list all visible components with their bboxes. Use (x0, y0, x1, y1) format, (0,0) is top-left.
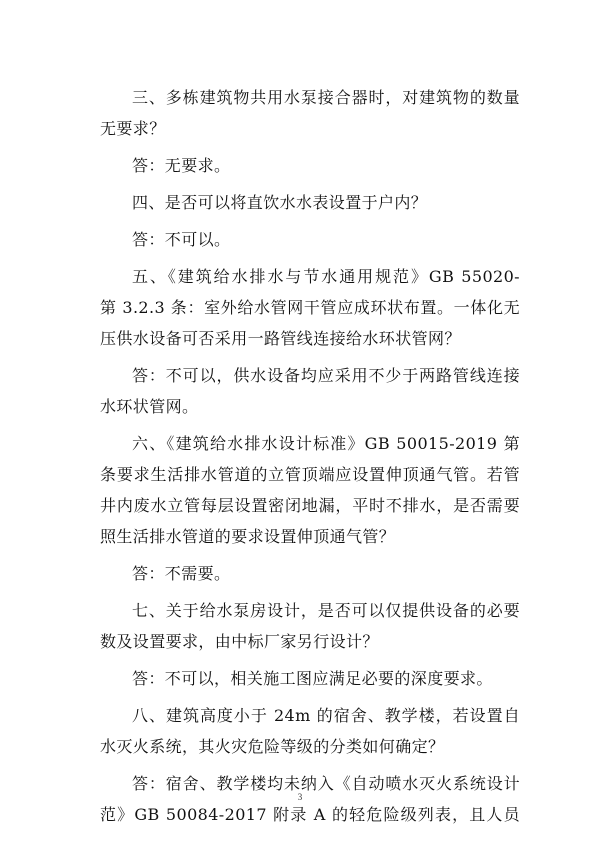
document-body (100, 82, 520, 830)
question-7-line-2: 数及设置要求，由中标厂家另行设计？ (100, 632, 379, 651)
question-5-line-2: 第 3.2.3 条：室外给水管网干管应成环状布置。一体化无 (100, 298, 520, 317)
question-3-line-1: 三、多栋建筑物共用水泵接合器时，对建筑物的数量 (132, 88, 520, 107)
question-3-line-2: 无要求？ (100, 119, 166, 138)
answer-5-line-2: 水环状管网。 (100, 397, 199, 416)
question-6-line-3: 井内废水立管每层设置密闭地漏，平时不排水，是否需要 (100, 496, 520, 515)
question-8-line-1: 八、建筑高度小于 24m 的宿舍、教学楼，若设置自 (132, 706, 520, 725)
question-5-line-3: 压供水设备可否采用一路管线连接给水环状管网？ (100, 329, 461, 348)
answer-8-line-1: 答：宿舍、教学楼均未纳入《自动喷水灭火系统设计 (132, 774, 520, 793)
question-5-line-1: 五、《建筑给水排水与节水通用规范》GB 55020- (132, 267, 520, 286)
answer-4: 答：不可以。 (132, 230, 231, 249)
answer-5-line-1: 答：不可以，供水设备均应采用不少于两路管线连接 (132, 366, 520, 385)
question-6-line-4: 照生活排水管道的要求设置伸顶通气管？ (100, 527, 396, 546)
page-number: 3 (297, 792, 303, 802)
question-8-line-2: 水灭火系统，其火灾危险等级的分类如何确定？ (100, 737, 445, 756)
answer-6: 答：不需要。 (132, 564, 231, 583)
answer-3: 答：无要求。 (132, 156, 231, 175)
question-7-line-1: 七、关于给水泵房设计，是否可以仅提供设备的必要 (132, 601, 520, 620)
question-6-line-2: 条要求生活排水管道的立管顶端应设置伸顶通气管。若管 (100, 465, 520, 484)
question-6-line-1: 六、《建筑给水排水设计标准》GB 50015-2019 第 (132, 434, 520, 453)
answer-8-line-2: 范》GB 50084-2017 附录 A 的轻危险级列表，且人员 (100, 805, 520, 824)
answer-7: 答：不可以，相关施工图应满足必要的深度要求。 (132, 669, 493, 688)
question-4: 四、是否可以将直饮水水表设置于户内？ (132, 193, 428, 212)
